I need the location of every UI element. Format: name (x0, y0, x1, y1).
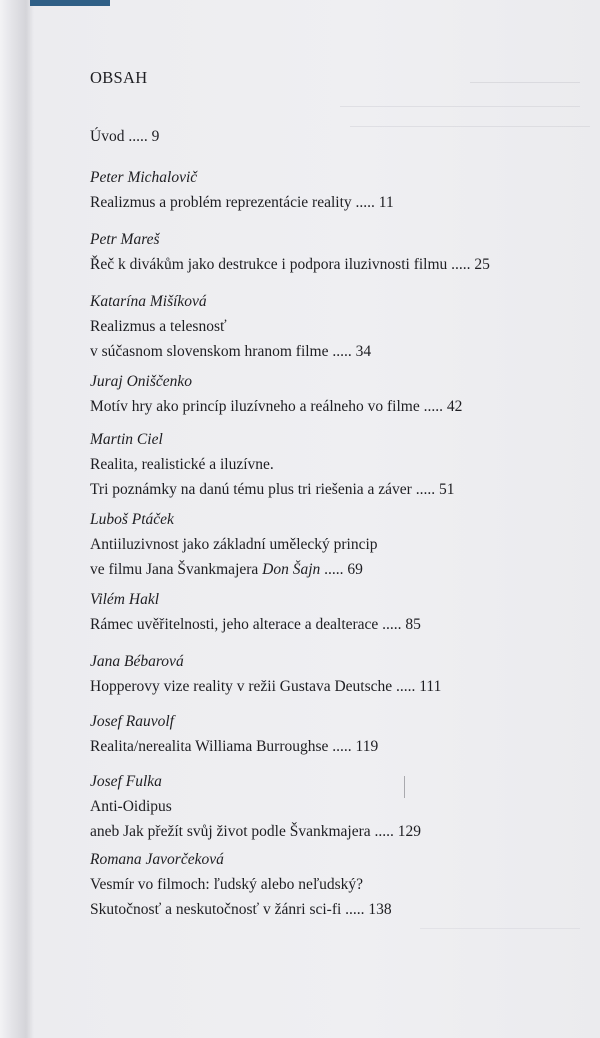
entry-title-line: Realizmus a problém reprezentácie reality ..... 11 (90, 194, 394, 211)
entry-title-text: ve filmu Jana Švankmajera (90, 561, 263, 578)
toc-entry[interactable] (90, 588, 560, 637)
entry-author: Romana Javorčeková (90, 851, 224, 868)
entry-author: Vilém Hakl (90, 591, 160, 608)
book-spine-shadow (0, 0, 34, 1038)
entry-author: Luboš Ptáček (90, 511, 174, 528)
cover-edge (30, 0, 110, 6)
intro-page: 9 (151, 128, 160, 145)
toc-entry[interactable] (90, 166, 560, 215)
entry-title-line: Motív hry ako princíp iluzívneho a reálneho vo filme ..... 42 (90, 398, 463, 415)
entry-title-line: Realita/nerealita Williama Burroughse ..... 119 (90, 738, 379, 755)
toc-entry[interactable] (90, 508, 560, 582)
toc-entry[interactable] (90, 428, 560, 502)
entry-author: Martin Ciel (90, 431, 163, 448)
entry-title-line: Skutočnosť a neskutočnosť v žánri sci-fi ..... 138 (90, 901, 392, 918)
toc-entry[interactable] (90, 848, 560, 922)
entry-title-line: Antiiluzivnost jako základní umělecký princip (90, 536, 378, 553)
entry-author: Juraj Oniščenko (90, 373, 193, 390)
toc-entry[interactable] (90, 290, 560, 364)
toc-intro-entry[interactable]: Úvod ..... 9 (90, 128, 160, 145)
entry-title-line: Rámec uvěřitelnosti, jeho alterace a dealterace ..... 85 (90, 616, 421, 633)
entry-title-line: v súčasnom slovenskom hranom filme ..... 34 (90, 343, 372, 360)
entry-author: Josef Rauvolf (90, 713, 174, 730)
entry-title-line: Realizmus a telesnosť (90, 318, 227, 335)
film-title: Don Šajn (262, 561, 321, 578)
entry-title-line: Vesmír vo filmoch: ľudský alebo neľudský? (90, 876, 364, 893)
entry-title-line (90, 557, 560, 582)
intro-title: Úvod (90, 128, 125, 145)
entry-author: Peter Michalovič (90, 169, 198, 186)
toc-title: OBSAH (90, 68, 148, 87)
entry-title-line: Tri poznámky na danú tému plus tri riešenia a záver ..... 51 (90, 481, 455, 498)
bleed-through-shadow (470, 72, 580, 83)
toc-entry[interactable] (90, 770, 560, 844)
entry-title-line: aneb Jak přežít svůj život podle Švankmajera ..... 129 (90, 823, 422, 840)
toc-entry[interactable] (90, 228, 560, 277)
entry-title-line: Hopperovy vize reality v režii Gustava Deutsche ..... 111 (90, 678, 442, 695)
entry-page-text: ..... 69 (320, 561, 363, 578)
entry-author: Petr Mareš (90, 231, 160, 248)
entry-title-line: Anti-Oidipus (90, 798, 172, 815)
entry-author: Jana Bébarová (90, 653, 184, 670)
entry-author: Josef Fulka (90, 773, 162, 790)
pencil-mark (404, 776, 405, 798)
toc-entry[interactable] (90, 370, 560, 419)
toc-entry[interactable] (90, 710, 560, 759)
bleed-through-shadow (340, 96, 580, 107)
toc-entry[interactable] (90, 650, 560, 699)
entry-title-line: Realita, realistické a iluzívne. (90, 456, 274, 473)
entry-title-line: Řeč k divákům jako destrukce i podpora iluzivnosti filmu ..... 25 (90, 256, 490, 273)
entry-author: Katarína Mišíková (90, 293, 207, 310)
